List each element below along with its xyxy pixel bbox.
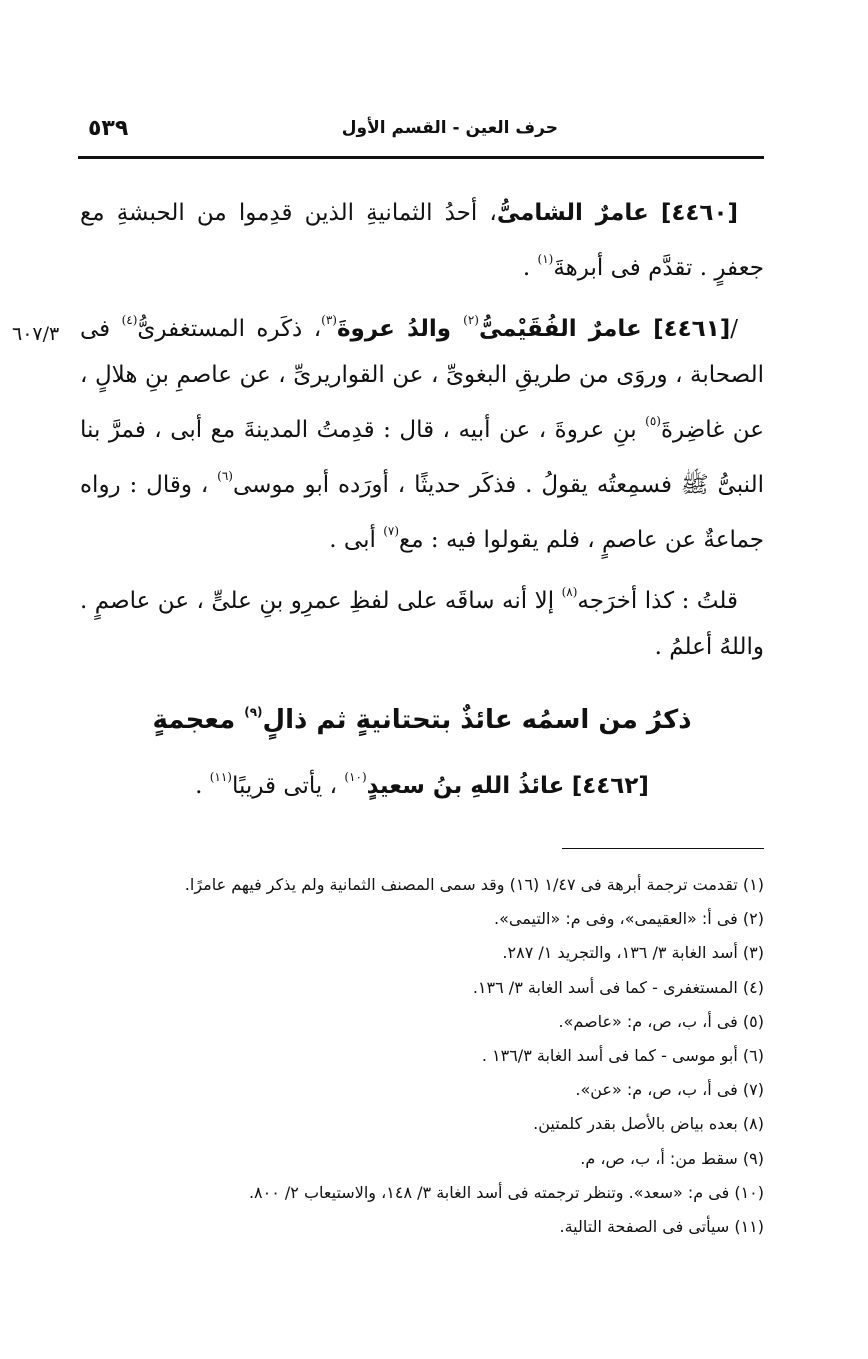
footnote: (٥) فى أ، ب، ص، م: «عاصم». xyxy=(558,1011,764,1031)
entry-text: أبى . xyxy=(329,527,384,553)
footnote-marker[interactable]: (٤) xyxy=(121,313,138,327)
entry-text: ، يأتى قريبًا xyxy=(231,773,345,799)
header-title: حرف العين - القسم الأول xyxy=(341,118,558,138)
entry-name: عامرٌ الفُقَيْمىُّ xyxy=(478,316,642,342)
footnote: (٩) سقط من: أ، ب، ص، م. xyxy=(580,1148,764,1168)
footnote-marker[interactable]: (١) xyxy=(537,252,554,266)
main-text xyxy=(80,190,764,676)
entry-name-suffix: والدُ عروةَ xyxy=(336,316,464,342)
entry-name: عامرٌ الشامىُّ xyxy=(496,200,649,226)
note-text: إلا أنه ساقَه على لفظِ عمرِو بنِ علىٍّ ، عن عاصمٍ . واللهُ أعلمُ . xyxy=(80,588,764,660)
footnote-marker[interactable]: (٢) xyxy=(463,313,479,327)
note-text: قلتُ : كذا أخرَجه xyxy=(577,588,738,614)
entry-4462 xyxy=(80,770,764,799)
entry-text: ، وقال : رواه جماعةٌ عن عاصمٍ ، فلم يقولوا فيه : مع xyxy=(80,472,764,553)
running-header xyxy=(80,118,768,152)
footnote-marker[interactable]: (١١) xyxy=(209,770,232,784)
footnote: (١١) سيأتى فى الصفحة التالية. xyxy=(559,1217,764,1237)
footnote: (٧) فى أ، ب، ص، م: «عن». xyxy=(575,1080,764,1100)
entry-4461 xyxy=(80,297,764,563)
page-break-marker: / xyxy=(730,316,739,342)
footnote: (٨) بعده بياض بالأصل بقدر كلمتين. xyxy=(533,1114,764,1134)
entry-number: [٤٤٦٢] xyxy=(571,773,649,799)
footnote-marker[interactable]: (٦) xyxy=(217,469,233,483)
section-heading xyxy=(80,705,764,735)
heading-text: معجمةٍ xyxy=(152,705,245,735)
footnote-marker[interactable]: (١٠) xyxy=(344,770,367,784)
footnote: (٦) أبو موسى - كما فى أسد الغابة ١٣٦/٣ . xyxy=(481,1046,764,1066)
footnote-separator xyxy=(562,848,764,849)
page-number: ٥٣٩ xyxy=(88,116,129,141)
footnote: (٤) المستغفرى - كما فى أسد الغابة ٣/ ١٣٦. xyxy=(472,977,764,997)
entry-text: . xyxy=(522,255,538,281)
header-rule xyxy=(78,156,764,159)
footnote: (١) تقدمت ترجمة أبرهة فى ١/٤٧ (١٦) وقد سمى المصنف الثمانية ولم يذكر فيهم عامرًا. xyxy=(184,875,764,894)
margin-reference: ٦٠٧/٣ xyxy=(12,323,60,345)
entry-text: فى الصحابة ، وروَى من طريقِ البغوىِّ ، عن القواريرىِّ ، عن عاصمِ بنِ هلالٍ ، عن غاضِرةَ xyxy=(80,316,764,443)
footnote-marker[interactable]: (٨) xyxy=(561,585,578,599)
entry-text: . xyxy=(195,773,210,799)
footnote: (٣) أسد الغابة ٣/ ١٣٦، والتجريد ١/ ٢٨٧. xyxy=(502,943,764,963)
footnote-marker[interactable]: (٩) xyxy=(244,705,263,719)
footnote-marker[interactable]: (٧) xyxy=(383,524,400,538)
author-note xyxy=(80,569,764,670)
entry-name: عائذُ اللهِ بنُ سعيدٍ xyxy=(366,773,565,799)
entry-text: ، أحدُ الثمانيةِ الذين قدِموا من الحبشةِ مع جعفرٍ . تقدَّم فى أبرهةَ xyxy=(80,200,764,281)
entry-number: [٤٤٦١] xyxy=(653,316,731,342)
heading-text: ذكرُ من اسمُه عائذٌ بتحتانيةٍ ثم ذالٍ xyxy=(262,705,692,735)
entry-text: بنِ عروةَ ، عن أبيه ، قال : قدِمتُ المدينةَ مع أبى ، فمرَّ بنا النبىُّ ﷺ فسمِعتُه يقولُ . فذكَر حديثًا ، أورَده أبو موسى xyxy=(80,417,764,498)
entry-4460 xyxy=(80,190,764,291)
entry-text: ، ذكَره المستغفرىُّ xyxy=(137,316,322,342)
footnote-marker[interactable]: (٣) xyxy=(321,313,337,327)
entry-number: [٤٤٦٠] xyxy=(660,200,738,226)
footnote: (١٠) فى م: «سعد». وتنظر ترجمته فى أسد الغابة ٣/ ١٤٨، والاستيعاب ٢/ ٨٠٠. xyxy=(248,1182,764,1202)
footnotes-list xyxy=(90,868,764,1244)
footnote-marker[interactable]: (٥) xyxy=(645,414,661,428)
footnote: (٢) فى أ: «العقيمى»، وفى م: «التيمى». xyxy=(494,909,764,929)
